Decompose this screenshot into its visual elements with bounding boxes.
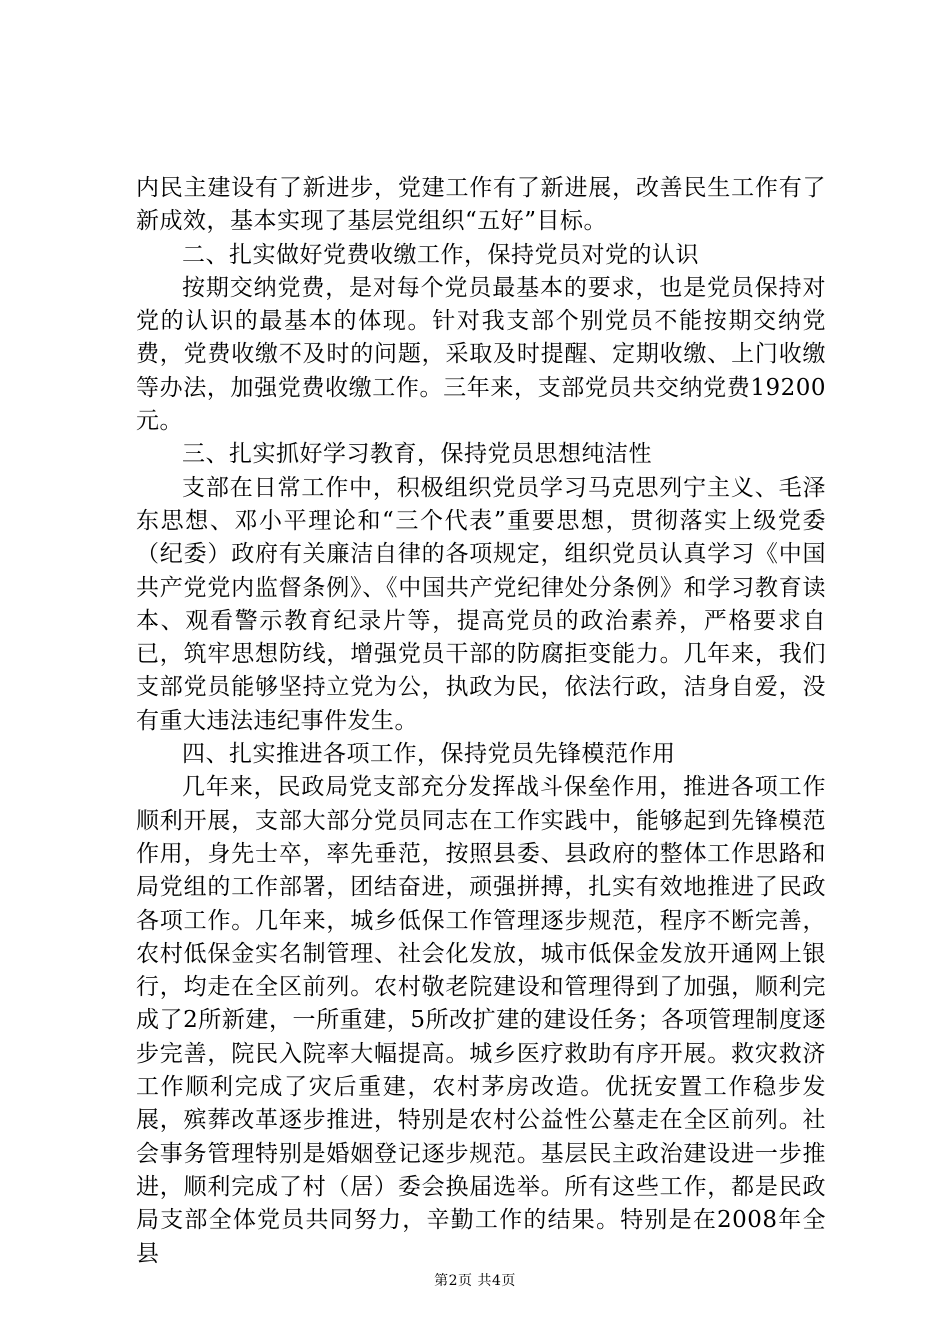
section-heading-4: 四、扎实推进各项工作，保持党员先锋模范作用 — [182, 741, 676, 768]
paragraph-work-progress: 几年来，民政局党支部充分发挥战斗保垒作用，推进各项工作顺利开展，支部大部分党员同志在工作实践中，能够起到先锋模范作用，身先士卒，率先垂范，按照县委、县政府的整体工作思路和局党组的工作部署，团结奋进，顽强拼搏，扎实有效地推进了民政各项工作。几年来，城乡低保工作管理逐步规范，程序不断完善，农村低保金实名制管理、社会化发放，城市低保金发放开通网上银行，均走在全区前列。农村敬老院建设和管理得到了加强，顺利完成了2所新建，一所重建，5所改扩建的建设任务；各项管理制度逐步完善，院民入院率大幅提高。城乡医疗救助有序开展。救灾救济工作顺利完成了灾后重建，农村茅房改造。优抚安置工作稳步发展，殡葬改革逐步推进，特别是农村公益性公墓走在全区前列。社会事务管理特别是婚姻登记逐步规范。基层民主政治建设进一步推进，顺利完成了村（居）委会换届选举。所有这些工作，都是民政局支部全体党员共同努力，辛勤工作的结果。特别是在2008年全县 — [136, 774, 826, 1267]
paragraph-continuation: 内民主建设有了新进步，党建工作有了新进展，改善民生工作有了新成效，基本实现了基层党组织“五好”目标。 — [136, 175, 826, 235]
section-heading-3: 三、扎实抓好学习教育，保持党员思想纯洁性 — [182, 441, 652, 468]
section-heading-2: 二、扎实做好党费收缴工作，保持党员对党的认识 — [182, 241, 699, 268]
paragraph-study-education: 支部在日常工作中，积极组织党员学习马克思列宁主义、毛泽东思想、邓小平理论和“三个代表”重要思想，贯彻落实上级党委（纪委）政府有关廉洁自律的各项规定，组织党员认真学习《中国共产党党内监督条例》、《中国共产党纪律处分条例》和学习教育读本、观看警示教育纪录片等，提高党员的政治素养，严格要求自已，筑牢思想防线，增强党员干部的防腐拒变能力。几年来，我们支部党员能够坚持立党为公，执政为民，依法行政，洁身自爱，没有重大违法违纪事件发生。 — [136, 474, 826, 734]
document-body — [136, 172, 826, 1271]
paragraph-party-dues: 按期交纳党费，是对每个党员最基本的要求，也是党员保持对党的认识的最基本的体现。针对我支部个别党员不能按期交纳党费，党费收缴不及时的问题，采取及时提醒、定期收缴、上门收缴等办法，加强党费收缴工作。三年来，支部党员共交纳党费19200元。 — [136, 274, 826, 435]
page-number-footer: 第2页 共4页 — [434, 1273, 516, 1289]
